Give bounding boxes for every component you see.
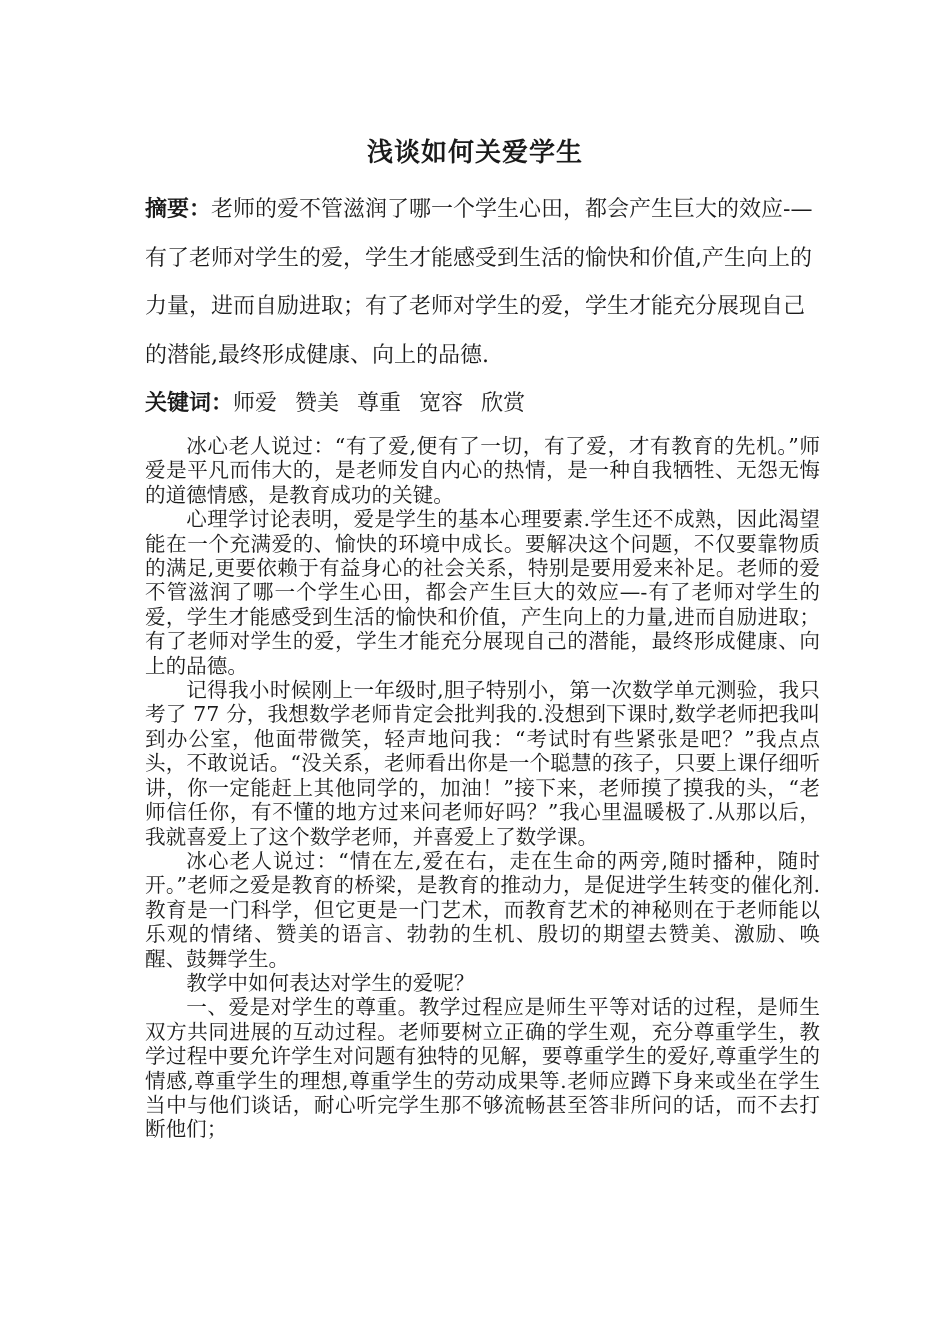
- paragraph: 教学中如何表达对学生的爱呢？: [186, 970, 475, 995]
- keyword: 赞美: [295, 391, 340, 416]
- document-title: 浅谈如何关爱学生: [366, 138, 583, 168]
- abstract-text: 老师的爱不管滋润了哪一个学生心田，都会产生巨大的效应-—有了老师对学生的爱，学生才能感受到生活的愉快和价值,产生向上的力量，进而自励进取；有了老师对学生的爱，学生才能充分展现自己的潜能,最终形成健康、向上的品德.: [145, 197, 813, 368]
- keywords: [145, 387, 815, 421]
- abstract-label: 摘要：: [145, 197, 212, 222]
- paragraph: 冰心老人说过：“情在左,爱在右，走在生命的两旁,随时播种，随时开。”老师之爱是教育的桥梁，是教育的推动力，是促进学生转变的催化剂.教育是一门科学，但它更是一门艺术，而教育艺术的神秘则在于老师能以乐观的情绪、赞美的语言、勃勃的生机、殷切的期望去赞美、激励、唤醒、鼓舞学生。: [145, 848, 820, 971]
- paragraph: 记得我小时候刚上一年级时,胆子特别小，第一次数学单元测验，我只考了 77 分，我想数学老师肯定会批判我的.没想到下课时,数学老师把我叫到办公室，他面带微笑，轻声地问我：“考试时有些紧张是吧？”我点点头，不敢说话。“没关系，老师看出你是一个聪慧的孩子，只要上课仔细听讲，你一定能赶上其他同学的，加油！”接下来，老师摸了摸我的头，“老师信任你，有不懂的地方过来问老师好吗？”我心里温暖极了.从那以后，我就喜爱上了这个数学老师，并喜爱上了数学课。: [145, 678, 820, 849]
- paragraph: 心理学讨论表明，爱是学生的基本心理要素.学生还不成熟，因此渴望能在一个充满爱的、愉快的环境中成长。要解决这个问题，不仅要靠物质的满足,更要依赖于有益身心的社会关系，特别是要用爱来补足。老师的爱不管滋润了哪一个学生心田，都会产生巨大的效应—-有了老师对学生的爱，学生才能感受到生活的愉快和价值，产生向上的力量,进而自励进取；有了老师对学生的爱，学生才能充分展现自己的潜能，最终形成健康、向上的品德。: [145, 507, 820, 678]
- keyword: 宽容: [419, 391, 464, 416]
- keywords-label: 关键词：: [145, 391, 234, 416]
- paragraph: 冰心老人说过：“有了爱,便有了一切，有了爱，才有教育的先机。”师爱是平凡而伟大的，是老师发自内心的热情，是一种自我牺牲、无怨无悔的道德情感，是教育成功的关键。: [145, 434, 820, 507]
- paragraph: 一、爱是对学生的尊重。教学过程应是师生平等对话的过程，是师生双方共同进展的互动过程。老师要树立正确的学生观，充分尊重学生，教学过程中要允许学生对问题有独特的见解，要尊重学生的爱好,尊重学生的情感,尊重学生的理想,尊重学生的劳动成果等.老师应蹲下身来或坐在学生当中与他们谈话，耐心听完学生那不够流畅甚至答非所问的话，而不去打断他们；: [145, 995, 820, 1142]
- keyword: 尊重: [357, 391, 402, 416]
- keyword: 师爱: [233, 391, 278, 416]
- body-text: [145, 434, 820, 1142]
- keyword: 欣赏: [481, 391, 526, 416]
- abstract: [145, 186, 815, 380]
